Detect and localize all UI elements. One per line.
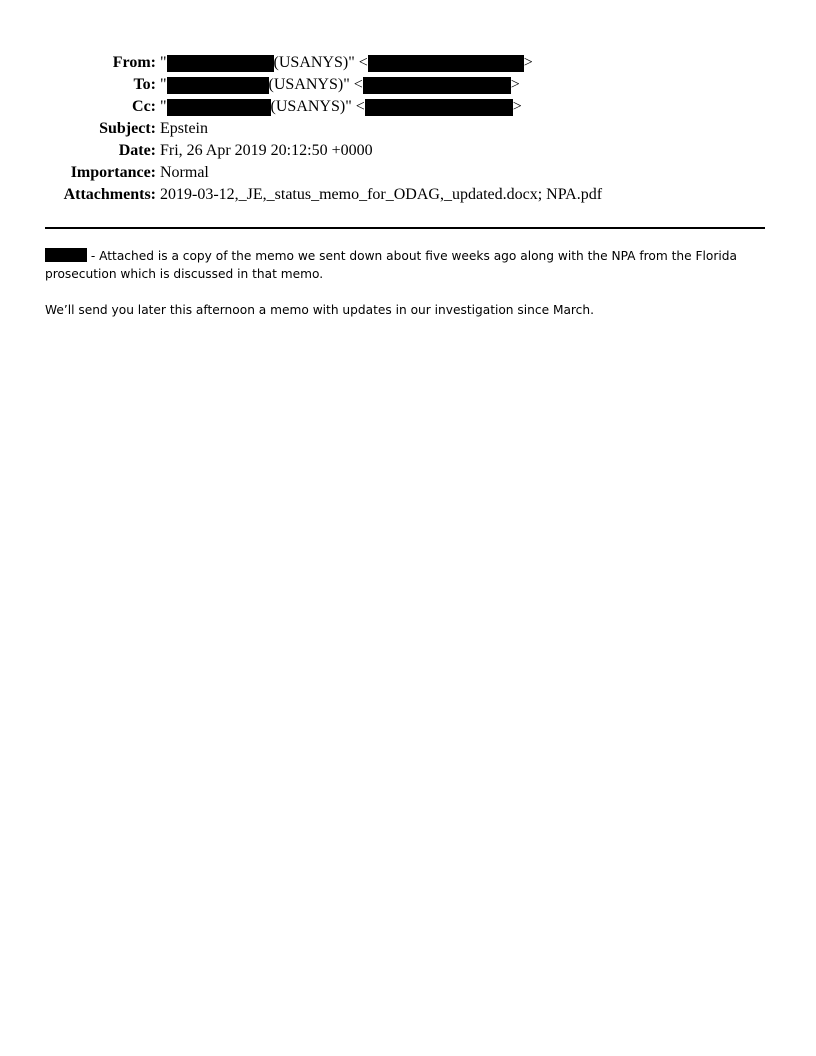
cc-quote: " bbox=[160, 98, 167, 115]
date-value: Fri, 26 Apr 2019 20:12:50 +0000 bbox=[160, 142, 373, 159]
to-email-redaction bbox=[363, 77, 511, 94]
to-row bbox=[40, 74, 740, 96]
subject-label: Subject: bbox=[99, 120, 156, 137]
body-paragraph-2: We’ll send you later this afternoon a memo with updates in our investigation since March. bbox=[45, 303, 594, 317]
to-close: > bbox=[510, 76, 520, 93]
attachments-row bbox=[40, 184, 740, 206]
attachments-label: Attachments: bbox=[63, 186, 156, 203]
cc-row bbox=[40, 96, 740, 118]
from-value bbox=[160, 54, 533, 72]
from-quote: " bbox=[160, 54, 167, 71]
to-label: To: bbox=[133, 76, 156, 93]
email-header bbox=[40, 52, 740, 206]
attachments-value[interactable]: 2019-03-12,_JE,_status_memo_for_ODAG,_updated.docx; NPA.pdf bbox=[160, 186, 603, 203]
importance-value: Normal bbox=[160, 164, 209, 181]
from-email-redaction bbox=[368, 55, 524, 72]
cc-name-redaction bbox=[167, 99, 271, 116]
from-name-redaction bbox=[167, 55, 274, 72]
importance-row bbox=[40, 162, 740, 184]
cc-close: > bbox=[512, 98, 522, 115]
importance-label: Importance: bbox=[70, 164, 156, 181]
subject-row bbox=[40, 118, 740, 140]
to-value bbox=[160, 76, 520, 94]
body-paragraph-1 bbox=[45, 247, 765, 283]
to-org: (USANYS)" < bbox=[268, 76, 363, 93]
body-paragraph-1-text: - Attached is a copy of the memo we sent down about five weeks ago along with the NPA from the Florida prosecution which is discussed in that memo. bbox=[45, 249, 737, 281]
recipient-name-redaction bbox=[45, 248, 87, 262]
from-label: From: bbox=[112, 54, 156, 71]
cc-email-redaction bbox=[365, 99, 513, 116]
header-divider bbox=[45, 227, 765, 229]
date-row bbox=[40, 140, 740, 162]
to-quote: " bbox=[160, 76, 167, 93]
from-row bbox=[40, 52, 740, 74]
from-close: > bbox=[523, 54, 533, 71]
cc-value bbox=[160, 98, 522, 116]
from-org: (USANYS)" < bbox=[273, 54, 368, 71]
to-name-redaction bbox=[167, 77, 269, 94]
date-label: Date: bbox=[118, 142, 156, 159]
cc-label: Cc: bbox=[132, 98, 156, 115]
subject-value: Epstein bbox=[160, 120, 208, 137]
cc-org: (USANYS)" < bbox=[270, 98, 365, 115]
email-body bbox=[45, 247, 765, 337]
